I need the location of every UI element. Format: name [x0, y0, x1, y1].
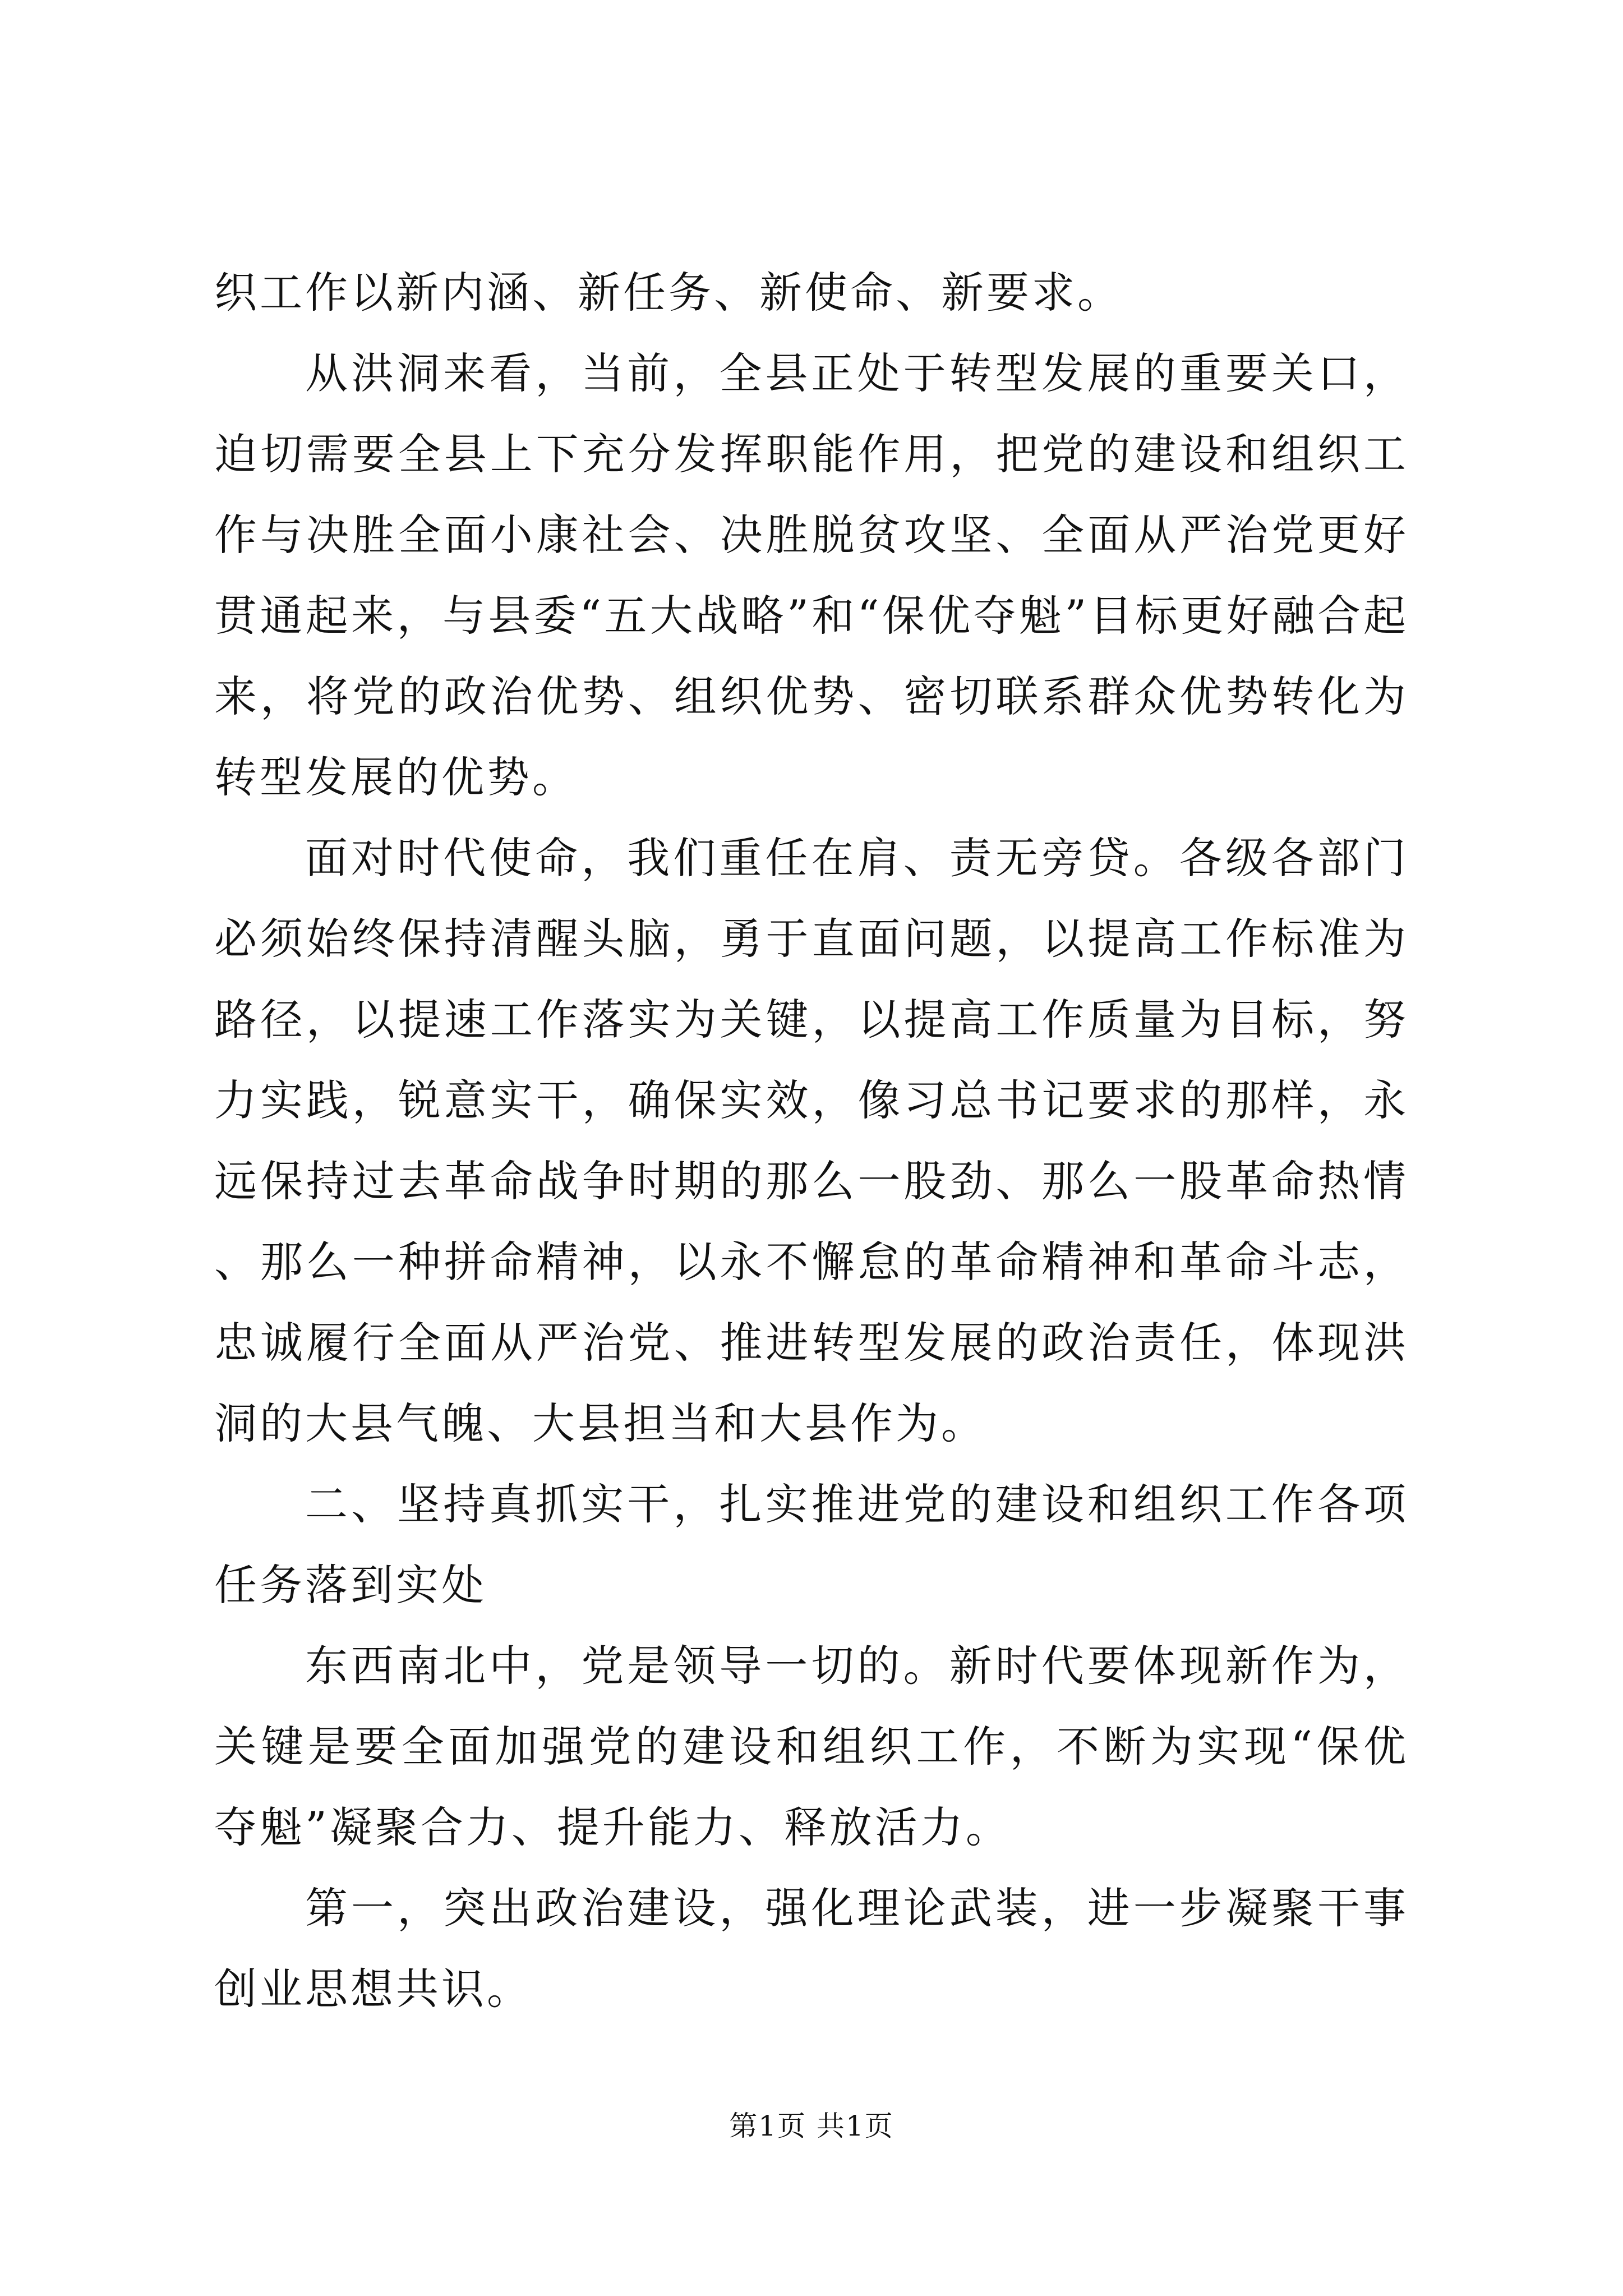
section-heading-two: 二、坚持真抓实干，扎实推进党的建设和组织工作各项任务落到实处 [214, 1479, 1409, 1610]
paragraph-first-point: 第一，突出政治建设，强化理论武装，进一步凝聚干事创业思想共识。 [214, 1883, 1409, 2014]
paragraph-continuation: 织工作以新内涵、新任务、新使命、新要求。 [214, 268, 1123, 318]
page-number-footer: 第1页 共1页 [729, 2110, 894, 2142]
document-body [214, 252, 1409, 2030]
paragraph-party-leadership: 东西南北中，党是领导一切的。新时代要体现新作为，关键是要全面加强党的建设和组织工作，不断为实现“保优夺魁”凝聚合力、提升能力、释放活力。 [214, 1641, 1409, 1852]
paragraph-hongdong-context: 从洪洞来看，当前，全县正处于转型发展的重要关口，迫切需要全县上下充分发挥职能作用，把党的建设和组织工作与决胜全面小康社会、决胜脱贫攻坚、全面从严治党更好贯通起来，与县委“五大战略”和“保优夺魁”目标更好融合起来，将党的政治优势、组织优势、密切联系群众优势转化为转型发展的优势。 [214, 348, 1409, 802]
paragraph-mission: 面对时代使命，我们重任在肩、责无旁贷。各级各部门必须始终保持清醒头脑，勇于直面问题，以提高工作标准为路径，以提速工作落实为关键，以提高工作质量为目标，努力实践，锐意实干，确保实效，像习总书记要求的那样，永远保持过去革命战争时期的那么一股劲、那么一股革命热情、那么一种拼命精神，以永不懈怠的革命精神和革命斗志，忠诚履行全面从严治党、推进转型发展的政治责任，体现洪洞的大县气魄、大县担当和大县作为。 [214, 833, 1409, 1448]
